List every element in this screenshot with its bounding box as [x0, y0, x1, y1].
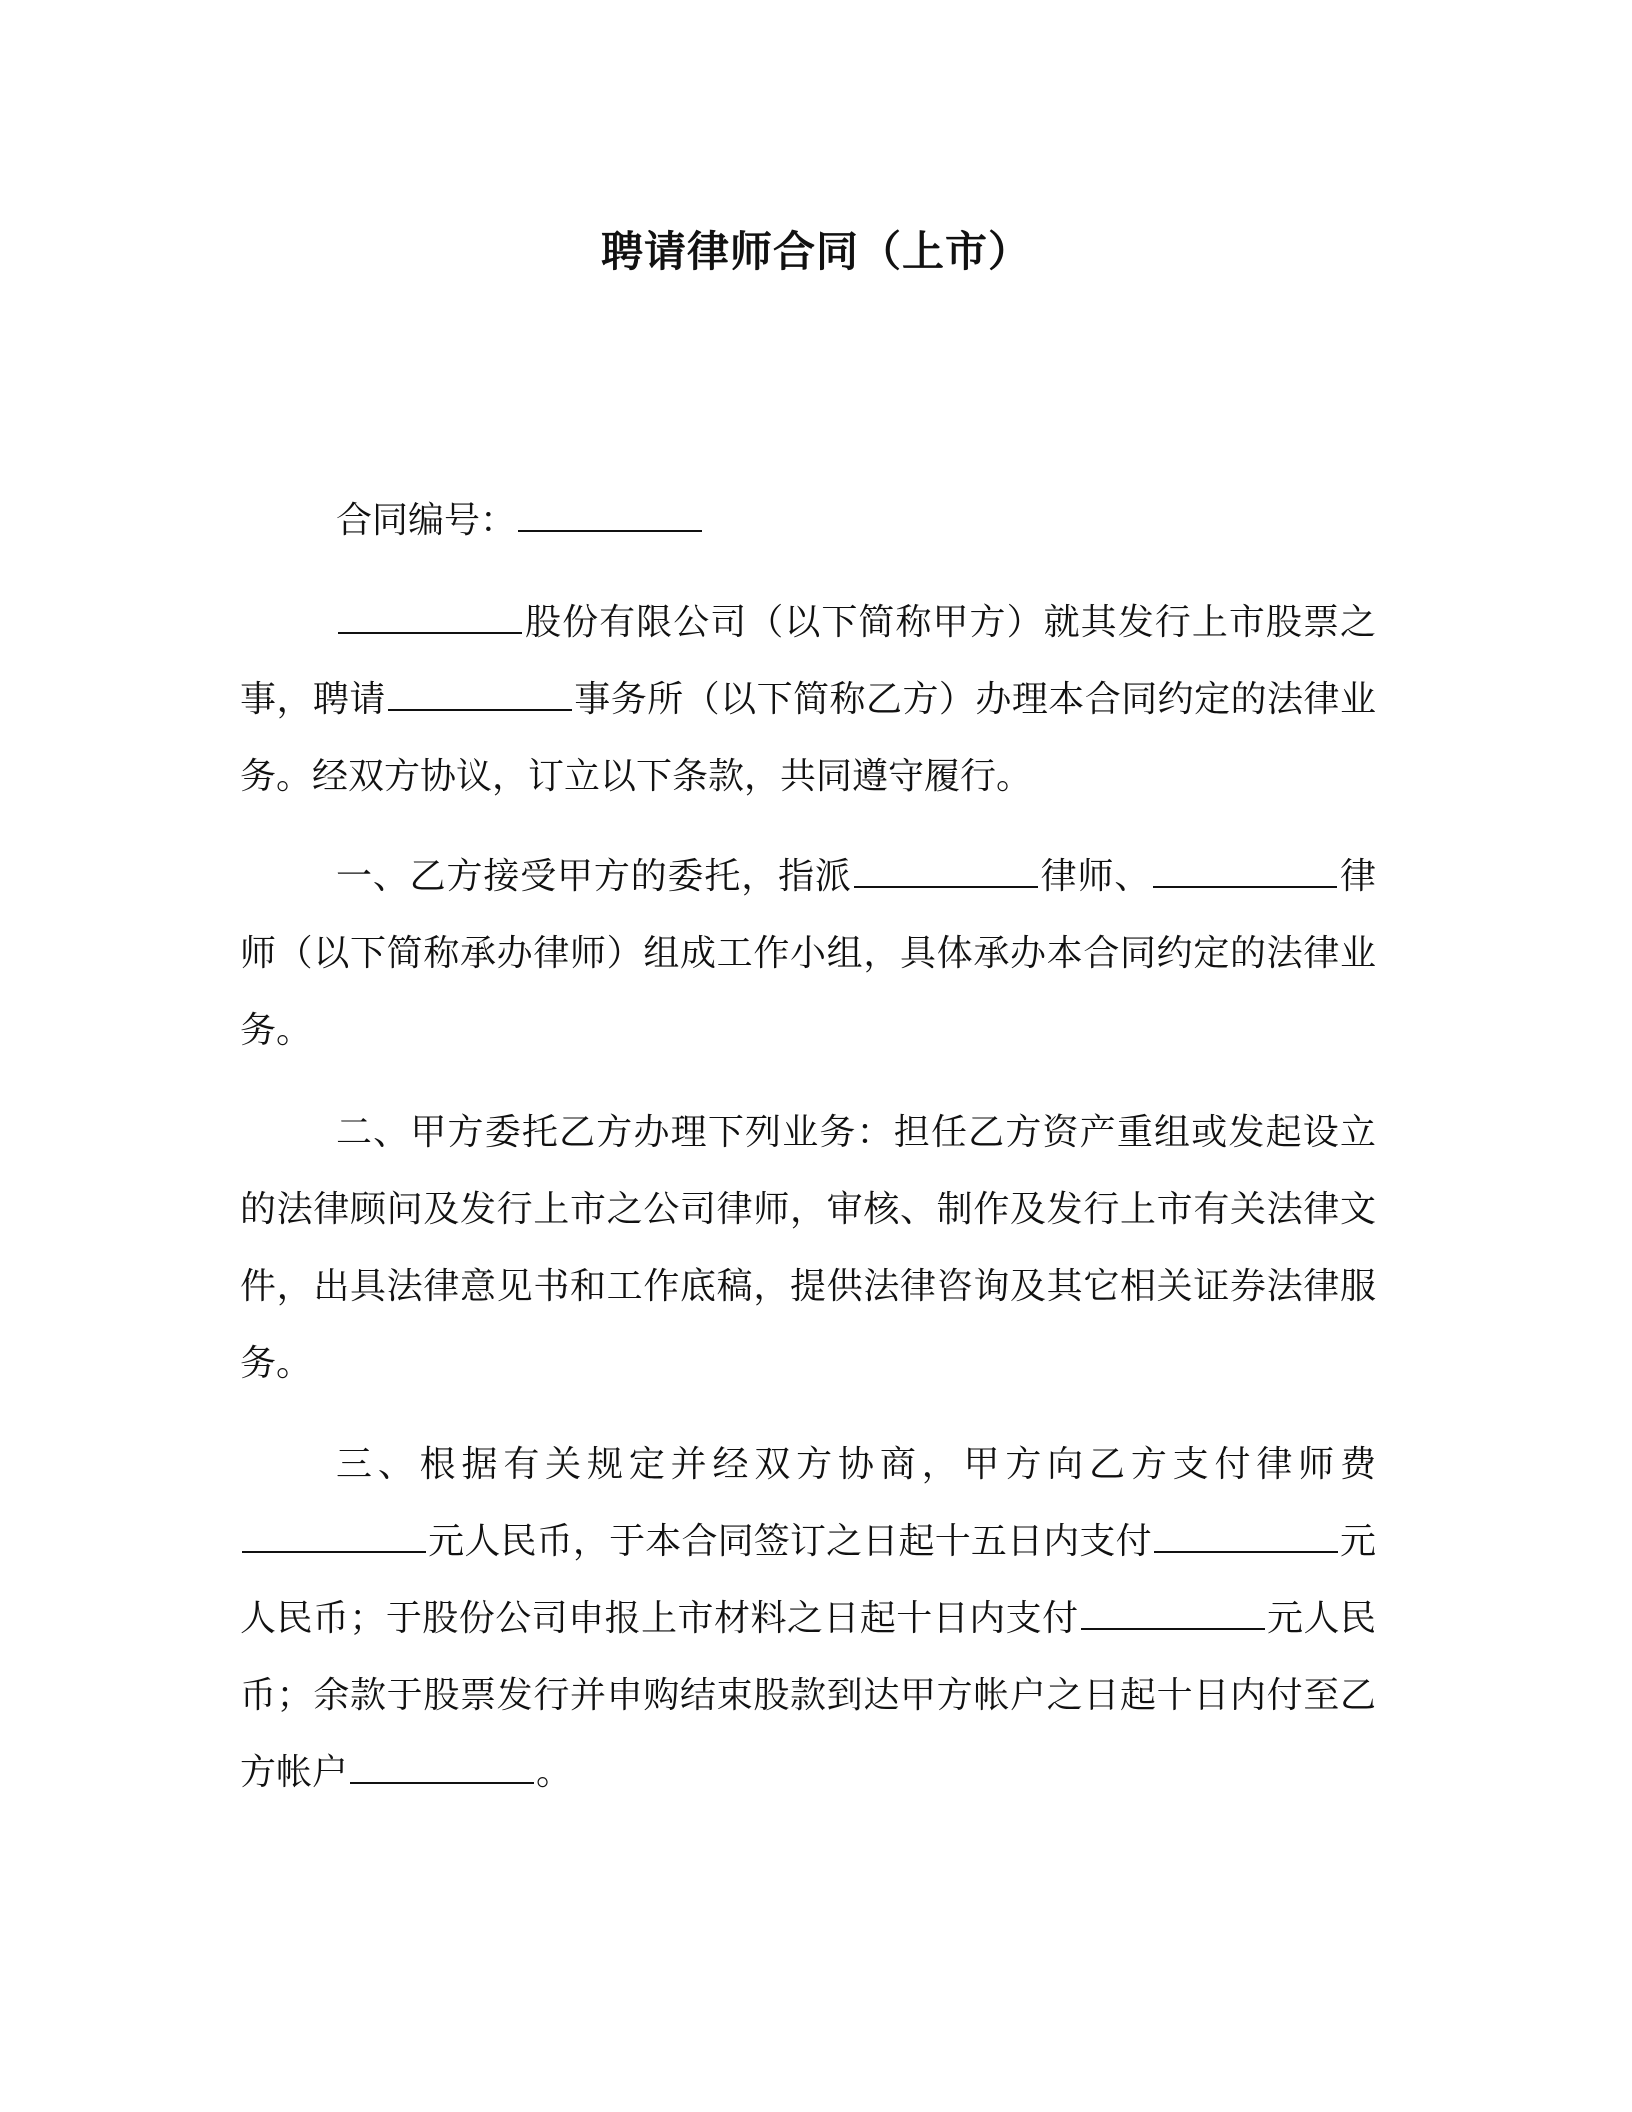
preamble-paragraph: [240, 584, 1376, 815]
lawyer-1-blank: [854, 856, 1038, 888]
document-title: 聘请律师合同（上市）: [600, 227, 1031, 276]
clause-3-text-5: 。: [536, 1752, 573, 1793]
company-name-blank: [338, 602, 522, 634]
first-payment-blank: [1154, 1521, 1338, 1553]
clause-3-text-2: 元人民币，于本合同签订之日起十五日内支付: [428, 1521, 1152, 1562]
clause-3-text-3: 元人民币；于股份公司申报上市材料之日起十日内支付: [240, 1521, 1376, 1639]
clause-1-text-1: 一、乙方接受甲方的委托，指派: [336, 856, 852, 897]
contract-number-label: 合同编号：: [336, 500, 517, 541]
account-blank: [350, 1752, 534, 1784]
clause-3-text-1: 三、根据有关规定并经双方协商，甲方向乙方支付律师费: [336, 1444, 1376, 1485]
clause-3-text-4: 元人民币；余款于股票发行并申购结束股款到达甲方帐户之日起十日内付至乙方帐户: [240, 1598, 1376, 1793]
preamble-text-2: 事务所（以下简称乙方）办理本合同约定的法律业务。经双方协议，订立以下条款，共同遵守履行。: [240, 679, 1376, 797]
contract-number-blank: [518, 500, 702, 532]
clause-2-paragraph: 二、甲方委托乙方办理下列业务：担任乙方资产重组或发起设立的法律顾问及发行上市之公司律师，审核、制作及发行上市有关法律文件，出具法律意见书和工作底稿，提供法律咨询及其它相关证券法律服务。: [240, 1112, 1376, 1384]
clause-1-paragraph: [240, 838, 1376, 1069]
lawyer-2-blank: [1153, 856, 1337, 888]
law-firm-name-blank: [388, 679, 572, 711]
contract-number-line: [240, 482, 1376, 559]
clause-1-text-3: 律师（以下简称承办律师）组成工作小组，具体承办本合同约定的法律业务。: [240, 856, 1376, 1051]
preamble-text-1: 股份有限公司（以下简称甲方）就其发行上市股票之事，聘请: [240, 602, 1376, 720]
clause-3-paragraph: [240, 1426, 1376, 1811]
total-fee-blank: [242, 1521, 426, 1553]
clause-1-text-2: 律师、: [1039, 856, 1152, 897]
second-payment-blank: [1081, 1598, 1265, 1630]
